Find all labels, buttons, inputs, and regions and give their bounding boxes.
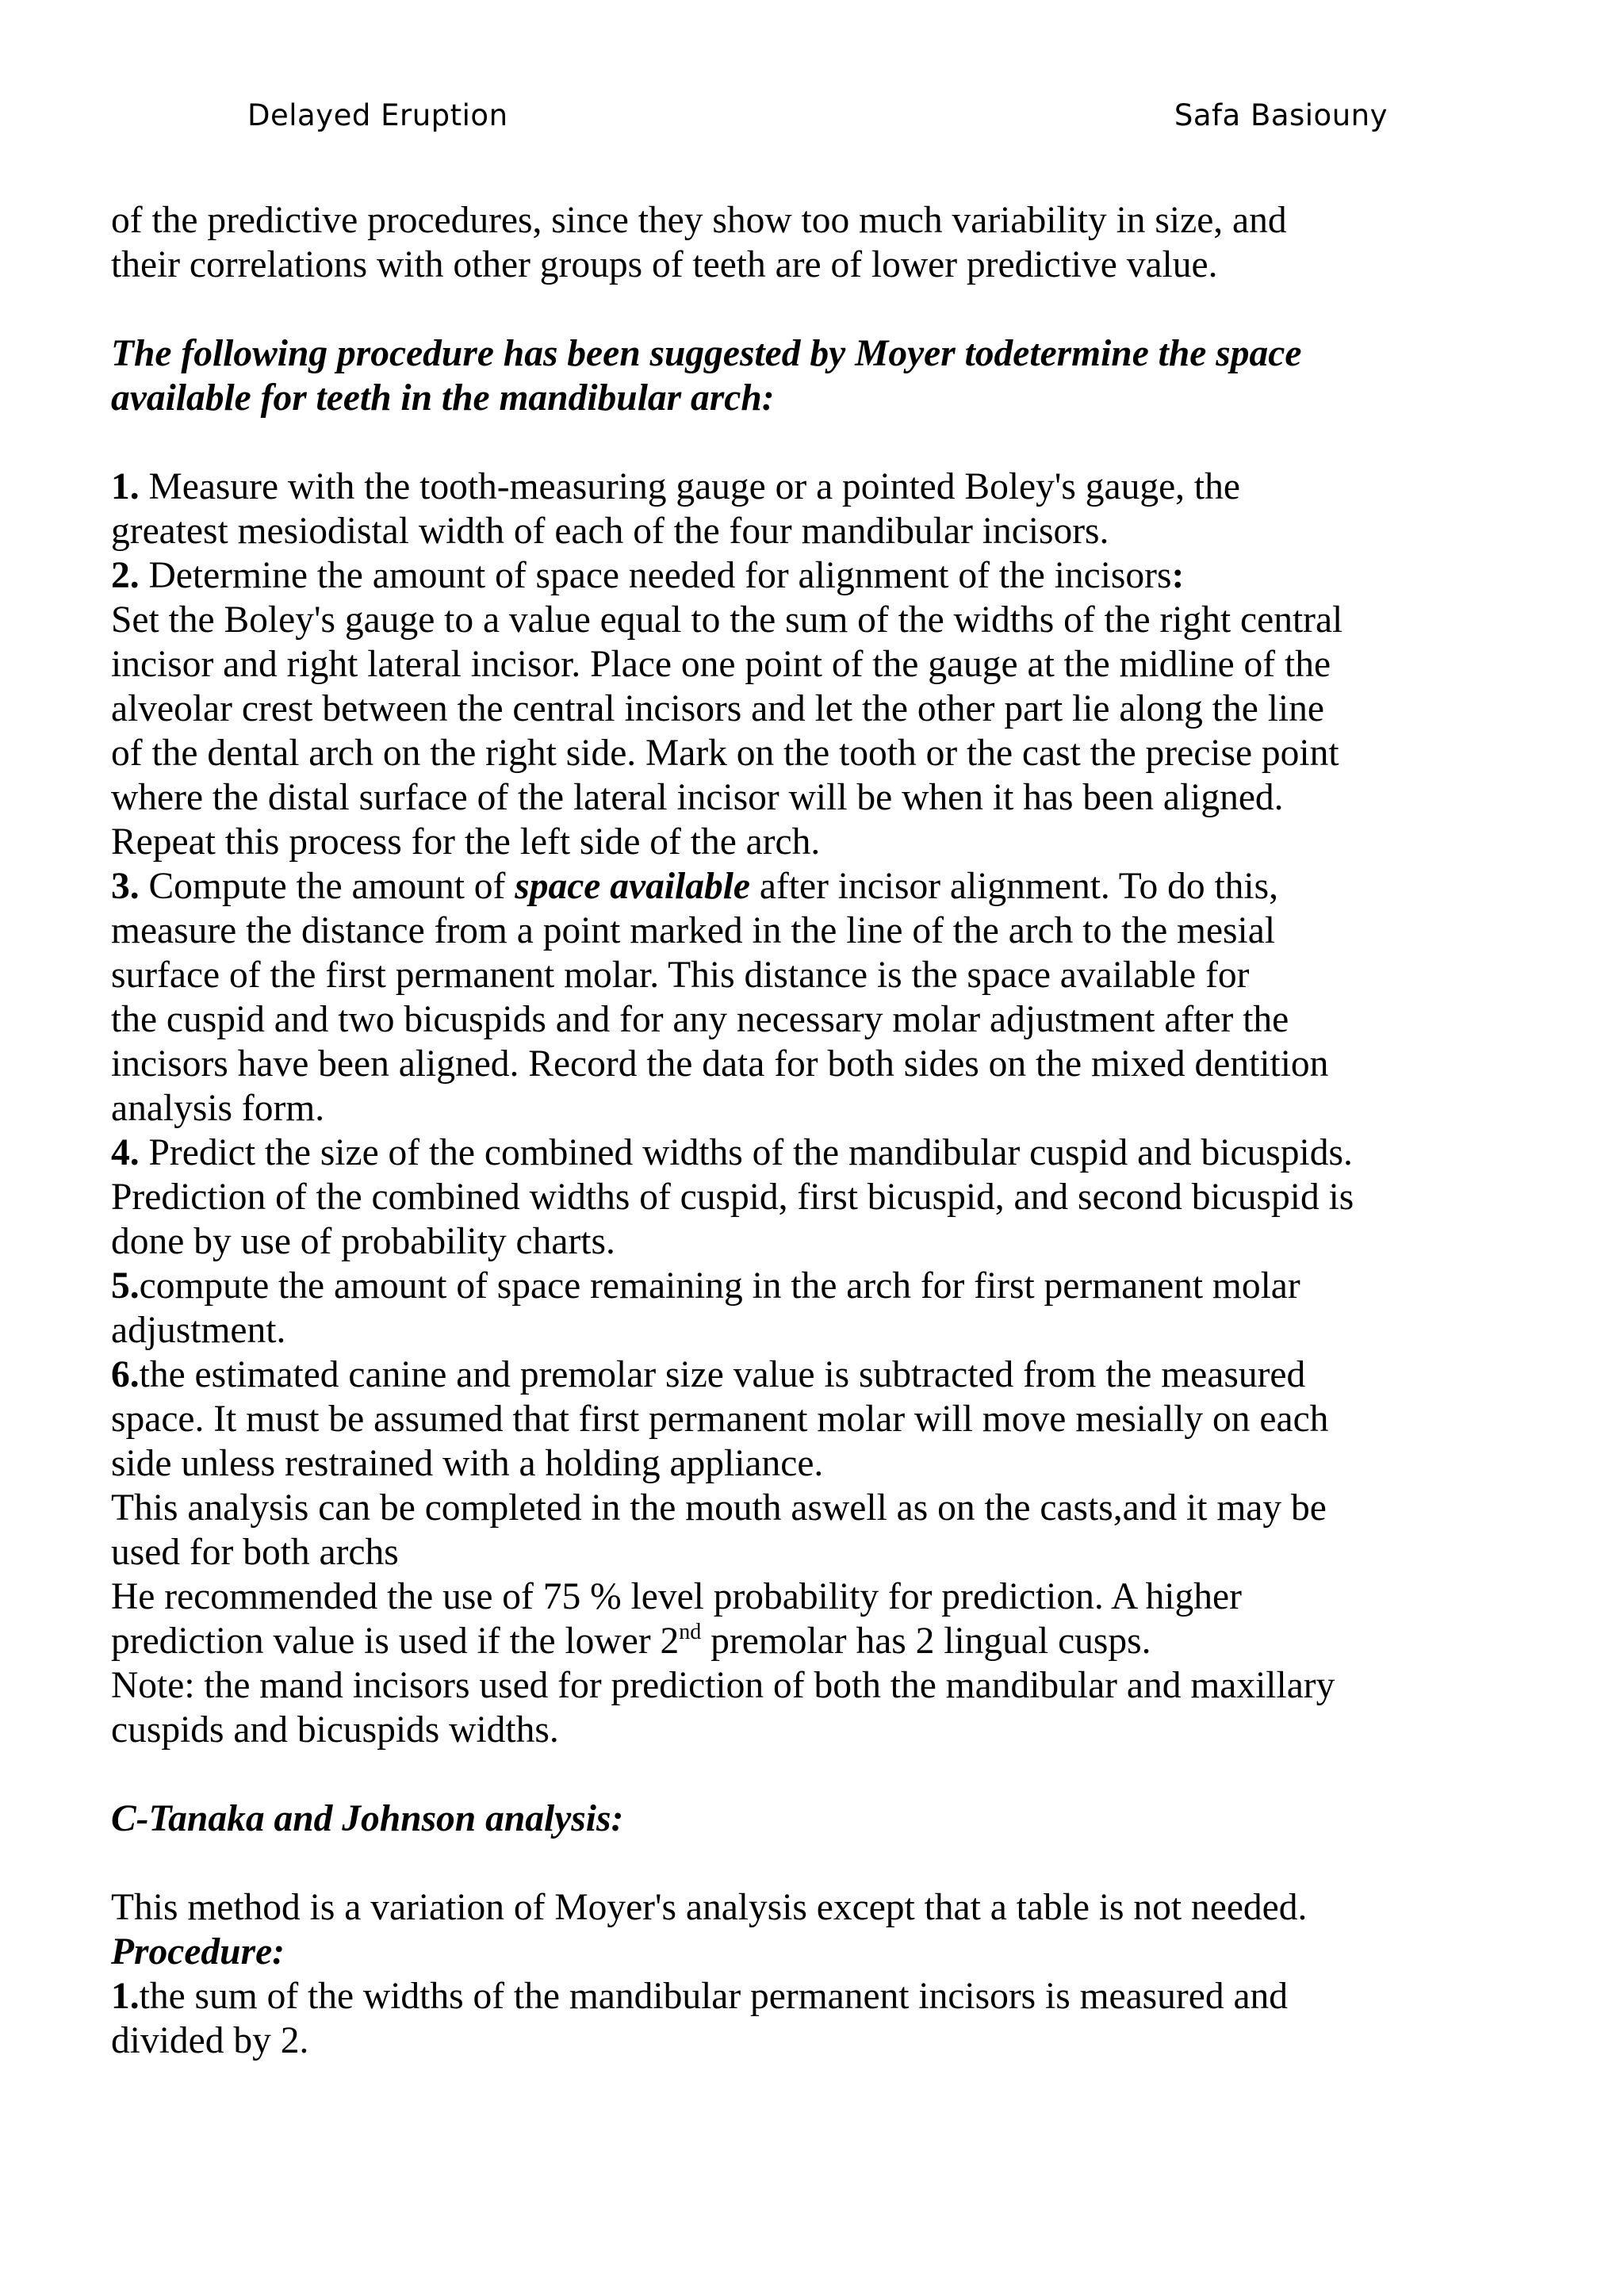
text-line: the cuspid and two bicuspids and for any necessary molar adjustment after the [111, 999, 1289, 1040]
step-number: 4. [111, 1132, 140, 1173]
heading-line: The following procedure has been suggested by Moyer todetermine the space [111, 333, 1302, 374]
text-line: surface of the first permanent molar. This distance is the space available for [111, 955, 1250, 996]
text-line: of the dental arch on the right side. Mark on the tooth or the cast the precise point [111, 733, 1339, 774]
text-line: Repeat this process for the left side of the arch. [111, 821, 821, 863]
heading-line: available for teeth in the mandibular arch: [111, 377, 775, 419]
text-line: measure the distance from a point marked in the line of the arch to the mesial [111, 910, 1276, 951]
text-line: their correlations with other groups of teeth are of lower predictive value. [111, 244, 1218, 285]
text-line: analysis form. [111, 1088, 325, 1129]
tanaka-intro: This method is a variation of Moyer's analysis except that a table is not needed. [111, 1887, 1308, 1928]
text-line: the estimated canine and premolar size value is subtracted from the measured [139, 1354, 1306, 1395]
document-body [111, 198, 1522, 2063]
procedure-heading: Procedure: [111, 1931, 285, 1973]
text-line: cuspids and bicuspids widths. [111, 1709, 559, 1751]
analysis-paragraph [111, 1486, 1522, 1575]
step-number: 1. [111, 466, 140, 507]
step-number: 1. [111, 1976, 140, 2017]
paragraph-gap [111, 1841, 1522, 1885]
step-5 [111, 1264, 1522, 1353]
step-1 [111, 465, 1522, 553]
header-title: Delayed Eruption [247, 98, 508, 132]
note-paragraph [111, 1663, 1522, 1752]
text-line: incisors have been aligned. Record the data for both sides on the mixed dentition [111, 1043, 1329, 1085]
text-line: where the distal surface of the lateral incisor will be when it has been aligned. [111, 777, 1284, 818]
text-line: Note: the mand incisors used for prediction of both the mandibular and maxillary [111, 1665, 1335, 1706]
text-line: compute the amount of space remaining in the arch for first permanent molar [139, 1265, 1300, 1307]
text-line: incisor and right lateral incisor. Place one point of the gauge at the midline of the [111, 644, 1331, 685]
step-6 [111, 1353, 1522, 1486]
step-colon: : [1171, 555, 1185, 596]
page-header [247, 98, 1388, 138]
text-segment: after incisor alignment. To do this, [750, 866, 1278, 907]
text-line: He recommended the use of 75 % level probability for prediction. A higher [111, 1576, 1242, 1617]
step-number: 3. [111, 866, 140, 907]
tanaka-heading: C-Tanaka and Johnson analysis: [111, 1798, 624, 1839]
recommendation-paragraph [111, 1575, 1522, 1663]
step-number: 6. [111, 1354, 140, 1395]
paragraph-gap [111, 287, 1522, 331]
text-line: Determine the amount of space needed for alignment of the incisors [139, 555, 1172, 596]
text-line: divided by 2. [111, 2020, 309, 2061]
text-line: the sum of the widths of the mandibular permanent incisors is measured and [139, 1976, 1289, 2017]
step-3 [111, 864, 1522, 1131]
text-line: Set the Boley's gauge to a value equal to the sum of the widths of the right central [111, 599, 1343, 641]
text-line: side unless restrained with a holding appliance. [111, 1443, 824, 1484]
ordinal-superscript: nd [679, 1620, 702, 1644]
step-number: 2. [111, 555, 140, 596]
text-line: Measure with the tooth-measuring gauge or a pointed Boley's gauge, the [139, 466, 1240, 507]
text-line: of the predictive procedures, since they show too much variability in size, and [111, 200, 1287, 241]
text-line: adjustment. [111, 1310, 286, 1351]
text-segment: premolar has 2 lingual cusps. [701, 1621, 1151, 1662]
text-segment: prediction value is used if the lower 2 [111, 1621, 680, 1662]
text-line: used for both archs [111, 1532, 399, 1573]
emphasis-space-available: space available [515, 866, 751, 907]
text-segment: Compute the amount of [139, 866, 515, 907]
step-4 [111, 1131, 1522, 1264]
text-line: done by use of probability charts. [111, 1221, 615, 1262]
paragraph-gap [111, 420, 1522, 465]
step-2 [111, 553, 1522, 864]
moyer-heading [111, 331, 1522, 420]
text-line: Predict the size of the combined widths of the mandibular cuspid and bicuspids. [139, 1132, 1353, 1173]
text-line: Prediction of the combined widths of cuspid, first bicuspid, and second bicuspid is [111, 1177, 1354, 1218]
intro-paragraph [111, 198, 1522, 287]
tanaka-step-1 [111, 1974, 1522, 2063]
text-line: space. It must be assumed that first permanent molar will move mesially on each [111, 1399, 1329, 1440]
step-number: 5. [111, 1265, 140, 1307]
text-line: This analysis can be completed in the mouth aswell as on the casts,and it may be [111, 1487, 1327, 1529]
paragraph-gap [111, 1752, 1522, 1797]
text-line: alveolar crest between the central incisors and let the other part lie along the line [111, 688, 1324, 729]
text-line: greatest mesiodistal width of each of the four mandibular incisors. [111, 511, 1109, 552]
header-author: Safa Basiouny [1174, 98, 1388, 132]
